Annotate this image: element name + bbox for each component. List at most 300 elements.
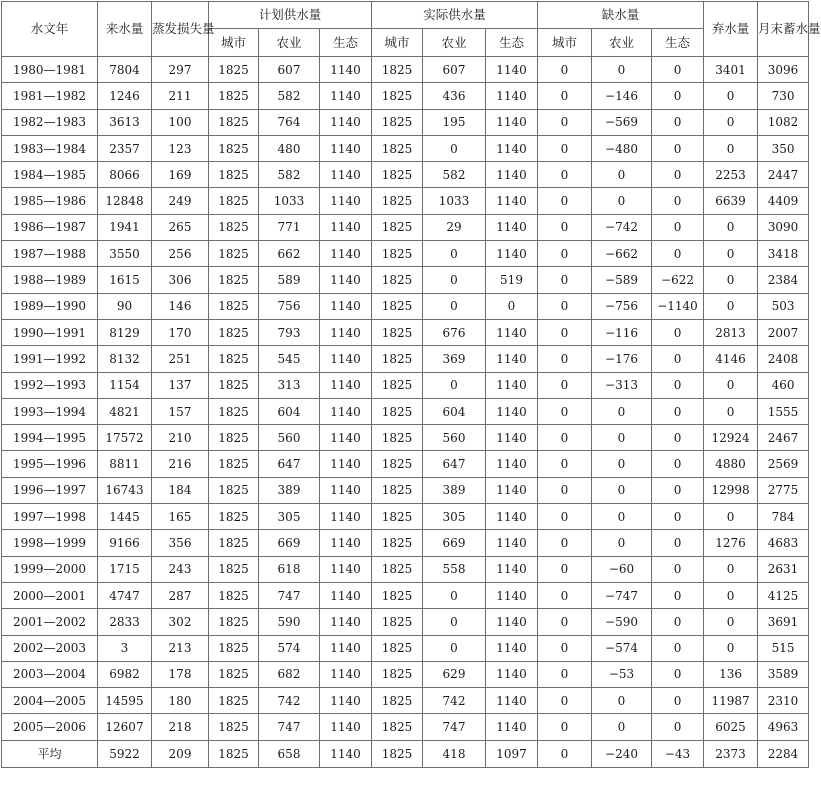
table-cell: 1825 (372, 451, 423, 477)
row-label-cell: 1982—1983 (2, 109, 98, 135)
table-cell: 589 (259, 267, 320, 293)
table-cell: 1825 (209, 504, 259, 530)
table-cell: −747 (592, 582, 652, 608)
table-cell: 1140 (320, 425, 372, 451)
table-cell: 2373 (704, 740, 758, 767)
table-row (2, 530, 809, 556)
table-cell: 764 (259, 109, 320, 135)
table-cell: 1140 (320, 635, 372, 661)
table-cell: 1140 (486, 425, 538, 451)
subheader-plan-agriculture: 农业 (259, 29, 320, 57)
table-cell: 1825 (372, 109, 423, 135)
table-cell: 742 (423, 688, 486, 714)
table-row (2, 688, 809, 714)
table-cell: 1140 (320, 477, 372, 503)
table-cell: 0 (538, 477, 592, 503)
table-cell: 0 (592, 398, 652, 424)
table-cell: 2813 (704, 319, 758, 345)
table-cell: 0 (538, 372, 592, 398)
table-cell: 560 (259, 425, 320, 451)
table-row (2, 57, 809, 83)
table-cell: 1140 (486, 398, 538, 424)
table-cell: −240 (592, 740, 652, 767)
table-cell: 1825 (209, 57, 259, 83)
table-cell: 607 (259, 57, 320, 83)
table-cell: 0 (423, 372, 486, 398)
row-label-cell: 1998—1999 (2, 530, 98, 556)
table-cell: 0 (423, 267, 486, 293)
table-cell: 582 (259, 162, 320, 188)
table-cell: 1140 (320, 504, 372, 530)
table-cell: 590 (259, 609, 320, 635)
table-cell: 3418 (758, 241, 809, 267)
table-cell: 1140 (486, 504, 538, 530)
row-label-cell: 1980—1981 (2, 57, 98, 83)
table-cell: 0 (423, 635, 486, 661)
row-label-cell: 1999—2000 (2, 556, 98, 582)
table-cell: 0 (704, 241, 758, 267)
table-cell: 0 (538, 109, 592, 135)
table-cell: 0 (538, 556, 592, 582)
row-label-cell: 1989—1990 (2, 293, 98, 319)
table-cell: 1140 (320, 398, 372, 424)
table-cell: 0 (538, 319, 592, 345)
table-cell: 480 (259, 135, 320, 161)
table-cell: 1615 (98, 267, 152, 293)
table-cell: 0 (538, 188, 592, 214)
table-cell: 2631 (758, 556, 809, 582)
table-cell: −569 (592, 109, 652, 135)
table-cell: −313 (592, 372, 652, 398)
row-label-cell: 1991—1992 (2, 346, 98, 372)
header-water-shortage: 缺水量 (538, 2, 704, 29)
table-cell: 1825 (209, 635, 259, 661)
table-cell: 1140 (320, 135, 372, 161)
table-cell: 1140 (320, 530, 372, 556)
table-cell: 1140 (320, 57, 372, 83)
table-cell: 0 (423, 582, 486, 608)
table-cell: −43 (652, 740, 704, 767)
table-cell: 195 (423, 109, 486, 135)
table-cell: 1825 (372, 504, 423, 530)
table-cell: −589 (592, 267, 652, 293)
table-cell: 0 (652, 477, 704, 503)
table-cell: 11987 (704, 688, 758, 714)
table-cell: 629 (423, 661, 486, 687)
table-cell: 4821 (98, 398, 152, 424)
header-hydrological-year: 水文年 (2, 2, 98, 57)
table-cell: 1140 (320, 83, 372, 109)
table-cell: 1140 (320, 714, 372, 740)
table-cell: 1140 (486, 530, 538, 556)
row-label-cell: 平均 (2, 740, 98, 767)
table-cell: 1825 (209, 477, 259, 503)
table-cell: −756 (592, 293, 652, 319)
table-cell: 0 (652, 135, 704, 161)
table-cell: 2569 (758, 451, 809, 477)
table-cell: 1140 (320, 319, 372, 345)
table-cell: 1097 (486, 740, 538, 767)
table-cell: 0 (652, 319, 704, 345)
table-cell: 0 (538, 582, 592, 608)
table-cell: 1140 (486, 188, 538, 214)
table-cell: 1825 (372, 188, 423, 214)
table-cell: 0 (538, 398, 592, 424)
table-cell: −116 (592, 319, 652, 345)
table-cell: 0 (652, 346, 704, 372)
table-cell: 1140 (320, 214, 372, 240)
table-cell: 1140 (320, 241, 372, 267)
table-cell: 1140 (320, 661, 372, 687)
table-cell: 4747 (98, 582, 152, 608)
table-cell: 1140 (486, 109, 538, 135)
table-cell: 1941 (98, 214, 152, 240)
table-cell: 3691 (758, 609, 809, 635)
table-cell: 669 (423, 530, 486, 556)
header-planned-supply: 计划供水量 (209, 2, 372, 29)
table-cell: 0 (592, 425, 652, 451)
table-row (2, 319, 809, 345)
table-cell: 582 (423, 162, 486, 188)
table-cell: 0 (704, 609, 758, 635)
table-cell: 1140 (320, 372, 372, 398)
table-row (2, 398, 809, 424)
table-cell: 0 (538, 635, 592, 661)
subheader-actual-city: 城市 (372, 29, 423, 57)
table-cell: 0 (652, 372, 704, 398)
table-cell: 1140 (320, 346, 372, 372)
table-cell: 4683 (758, 530, 809, 556)
table-cell: 460 (758, 372, 809, 398)
table-cell: 0 (592, 188, 652, 214)
header-month-end-storage: 月末蓄水量 (758, 2, 809, 57)
table-cell: 1140 (486, 241, 538, 267)
table-row (2, 609, 809, 635)
table-cell: 647 (259, 451, 320, 477)
row-label-cell: 1986—1987 (2, 214, 98, 240)
table-cell: 3401 (704, 57, 758, 83)
row-label-cell: 2005—2006 (2, 714, 98, 740)
table-cell: 0 (704, 372, 758, 398)
table-cell: 1825 (372, 214, 423, 240)
table-cell: 0 (592, 57, 652, 83)
table-cell: 0 (704, 135, 758, 161)
table-cell: 0 (704, 214, 758, 240)
table-cell: 1555 (758, 398, 809, 424)
table-cell: 784 (758, 504, 809, 530)
table-cell: 558 (423, 556, 486, 582)
row-label-cell: 1996—1997 (2, 477, 98, 503)
row-label-cell: 1994—1995 (2, 425, 98, 451)
table-cell: 305 (423, 504, 486, 530)
table-cell: 0 (538, 162, 592, 188)
row-label-cell: 1995—1996 (2, 451, 98, 477)
table-cell: 1140 (486, 214, 538, 240)
table-cell: 0 (538, 530, 592, 556)
table-cell: 1140 (320, 188, 372, 214)
table-cell: −662 (592, 241, 652, 267)
table-cell: −742 (592, 214, 652, 240)
table-cell: 1825 (372, 530, 423, 556)
table-cell: 0 (592, 504, 652, 530)
table-cell: 1825 (372, 661, 423, 687)
table-cell: 1154 (98, 372, 152, 398)
table-cell: 213 (152, 635, 209, 661)
table-row (2, 582, 809, 608)
table-cell: 1825 (372, 319, 423, 345)
table-cell: 1825 (209, 135, 259, 161)
table-cell: 618 (259, 556, 320, 582)
table-cell: 209 (152, 740, 209, 767)
table-cell: 1140 (320, 688, 372, 714)
table-cell: 256 (152, 241, 209, 267)
table-cell: 545 (259, 346, 320, 372)
table-cell: 1140 (486, 346, 538, 372)
table-cell: 1825 (372, 582, 423, 608)
table-cell: 123 (152, 135, 209, 161)
table-row (2, 425, 809, 451)
table-cell: 1140 (320, 162, 372, 188)
table-cell: 607 (423, 57, 486, 83)
table-cell: 0 (423, 293, 486, 319)
table-cell: 2284 (758, 740, 809, 767)
subheader-actual-ecology: 生态 (486, 29, 538, 57)
table-cell: 515 (758, 635, 809, 661)
subheader-actual-agriculture: 农业 (423, 29, 486, 57)
table-cell: 29 (423, 214, 486, 240)
row-label-cell: 1984—1985 (2, 162, 98, 188)
header-actual-supply: 实际供水量 (372, 2, 538, 29)
table-cell: 0 (704, 582, 758, 608)
table-cell: 180 (152, 688, 209, 714)
table-cell: 771 (259, 214, 320, 240)
table-cell: 0 (592, 162, 652, 188)
table-row (2, 83, 809, 109)
table-cell: 210 (152, 425, 209, 451)
table-cell: 436 (423, 83, 486, 109)
table-cell: 1825 (209, 346, 259, 372)
table-cell: −146 (592, 83, 652, 109)
table-cell: 3613 (98, 109, 152, 135)
table-cell: 1825 (209, 688, 259, 714)
average-row (2, 740, 809, 767)
subheader-plan-ecology: 生态 (320, 29, 372, 57)
table-cell: 1825 (372, 57, 423, 83)
row-label-cell: 1985—1986 (2, 188, 98, 214)
table-cell: 0 (704, 504, 758, 530)
row-label-cell: 1990—1991 (2, 319, 98, 345)
table-cell: 0 (538, 135, 592, 161)
table-cell: 0 (423, 609, 486, 635)
table-cell: 1140 (486, 372, 538, 398)
table-cell: 1825 (209, 425, 259, 451)
table-cell: 756 (259, 293, 320, 319)
table-cell: 1825 (209, 293, 259, 319)
table-cell: 0 (652, 530, 704, 556)
table-cell: 17572 (98, 425, 152, 451)
table-cell: 0 (652, 57, 704, 83)
table-cell: 0 (538, 688, 592, 714)
table-cell: 1246 (98, 83, 152, 109)
table-row (2, 135, 809, 161)
table-row (2, 162, 809, 188)
table-cell: 0 (538, 661, 592, 687)
table-cell: 184 (152, 477, 209, 503)
table-cell: 12848 (98, 188, 152, 214)
table-cell: 503 (758, 293, 809, 319)
table-cell: 3589 (758, 661, 809, 687)
table-cell: 0 (652, 688, 704, 714)
table-cell: 306 (152, 267, 209, 293)
table-row (2, 214, 809, 240)
table-cell: 356 (152, 530, 209, 556)
row-label-cell: 1983—1984 (2, 135, 98, 161)
table-cell: 4125 (758, 582, 809, 608)
table-cell: 1033 (423, 188, 486, 214)
table-cell: 0 (652, 214, 704, 240)
subheader-shortage-ecology: 生态 (652, 29, 704, 57)
table-cell: 1715 (98, 556, 152, 582)
table-cell: 669 (259, 530, 320, 556)
table-cell: 3550 (98, 241, 152, 267)
table-cell: 3090 (758, 214, 809, 240)
water-allocation-table (1, 1, 821, 768)
table-cell: 742 (259, 688, 320, 714)
table-cell: 243 (152, 556, 209, 582)
table-cell: 1033 (259, 188, 320, 214)
table-cell: 0 (652, 451, 704, 477)
table-row (2, 346, 809, 372)
table-cell: 662 (259, 241, 320, 267)
table-cell: 0 (538, 267, 592, 293)
table-cell: 170 (152, 319, 209, 345)
table-cell: 0 (423, 241, 486, 267)
table-row (2, 504, 809, 530)
table-cell: 0 (704, 109, 758, 135)
table-cell: 1825 (209, 530, 259, 556)
table-cell: 1140 (320, 609, 372, 635)
table-cell: 1825 (372, 398, 423, 424)
table-cell: 2384 (758, 267, 809, 293)
table-cell: 8066 (98, 162, 152, 188)
table-cell: 1825 (209, 714, 259, 740)
table-cell: 1140 (486, 609, 538, 635)
header-inflow: 来水量 (98, 2, 152, 57)
table-cell: 0 (538, 609, 592, 635)
table-cell: 169 (152, 162, 209, 188)
table-cell: 2007 (758, 319, 809, 345)
table-cell: 682 (259, 661, 320, 687)
table-cell: −590 (592, 609, 652, 635)
table-cell: 6982 (98, 661, 152, 687)
table-cell: 1825 (372, 688, 423, 714)
table-cell: 676 (423, 319, 486, 345)
table-cell: 1140 (486, 83, 538, 109)
table-row (2, 635, 809, 661)
table-cell: 1825 (209, 83, 259, 109)
table-cell: 1825 (209, 740, 259, 767)
row-label-cell: 1993—1994 (2, 398, 98, 424)
table-cell: 369 (423, 346, 486, 372)
table-cell: 1825 (372, 740, 423, 767)
table-cell: 1140 (320, 582, 372, 608)
table-cell: 3 (98, 635, 152, 661)
row-label-cell: 1992—1993 (2, 372, 98, 398)
table-cell: 582 (259, 83, 320, 109)
table-cell: 1140 (486, 688, 538, 714)
table-cell: 12607 (98, 714, 152, 740)
table-cell: 2310 (758, 688, 809, 714)
table-cell: 0 (704, 83, 758, 109)
table-cell: 0 (592, 714, 652, 740)
table-cell: 0 (538, 504, 592, 530)
table-cell: 1825 (372, 609, 423, 635)
table-cell: 1140 (320, 267, 372, 293)
table-cell: 1140 (320, 293, 372, 319)
table-cell: 3096 (758, 57, 809, 83)
table-cell: 350 (758, 135, 809, 161)
table-cell: 0 (538, 83, 592, 109)
table-cell: 0 (704, 556, 758, 582)
table-cell: 1140 (320, 451, 372, 477)
table-row (2, 661, 809, 687)
table-cell: 313 (259, 372, 320, 398)
subheader-shortage-agriculture: 农业 (592, 29, 652, 57)
table-row (2, 477, 809, 503)
table-row (2, 109, 809, 135)
table-cell: 0 (652, 425, 704, 451)
table-cell: 1825 (209, 162, 259, 188)
table-cell: 0 (538, 214, 592, 240)
table-cell: 157 (152, 398, 209, 424)
table-cell: 1140 (486, 57, 538, 83)
table-body (2, 57, 809, 768)
table-cell: 4146 (704, 346, 758, 372)
table-cell: 1082 (758, 109, 809, 135)
table-cell: 0 (704, 635, 758, 661)
table-cell: 1825 (372, 477, 423, 503)
table-cell: 1140 (320, 556, 372, 582)
table-cell: 2253 (704, 162, 758, 188)
table-cell: 2467 (758, 425, 809, 451)
table-cell: 0 (652, 714, 704, 740)
table-cell: 251 (152, 346, 209, 372)
table-cell: 211 (152, 83, 209, 109)
table-cell: −622 (652, 267, 704, 293)
table-cell: 0 (704, 267, 758, 293)
table-cell: 302 (152, 609, 209, 635)
table-cell: 0 (592, 688, 652, 714)
table-cell: 0 (538, 293, 592, 319)
table-cell: 1825 (372, 556, 423, 582)
table-cell: 0 (652, 504, 704, 530)
table-cell: 1140 (320, 109, 372, 135)
table-cell: 747 (259, 714, 320, 740)
table-cell: 1825 (209, 109, 259, 135)
table-row (2, 241, 809, 267)
header-evaporation-loss: 蒸发损失量 (152, 2, 209, 57)
table-cell: 1825 (209, 267, 259, 293)
table-row (2, 188, 809, 214)
table-row (2, 556, 809, 582)
row-label-cell: 2000—2001 (2, 582, 98, 608)
table-cell: 647 (423, 451, 486, 477)
table-row (2, 267, 809, 293)
table-cell: 389 (259, 477, 320, 503)
row-label-cell: 1997—1998 (2, 504, 98, 530)
table-cell: 1825 (372, 425, 423, 451)
table-cell: 0 (652, 241, 704, 267)
